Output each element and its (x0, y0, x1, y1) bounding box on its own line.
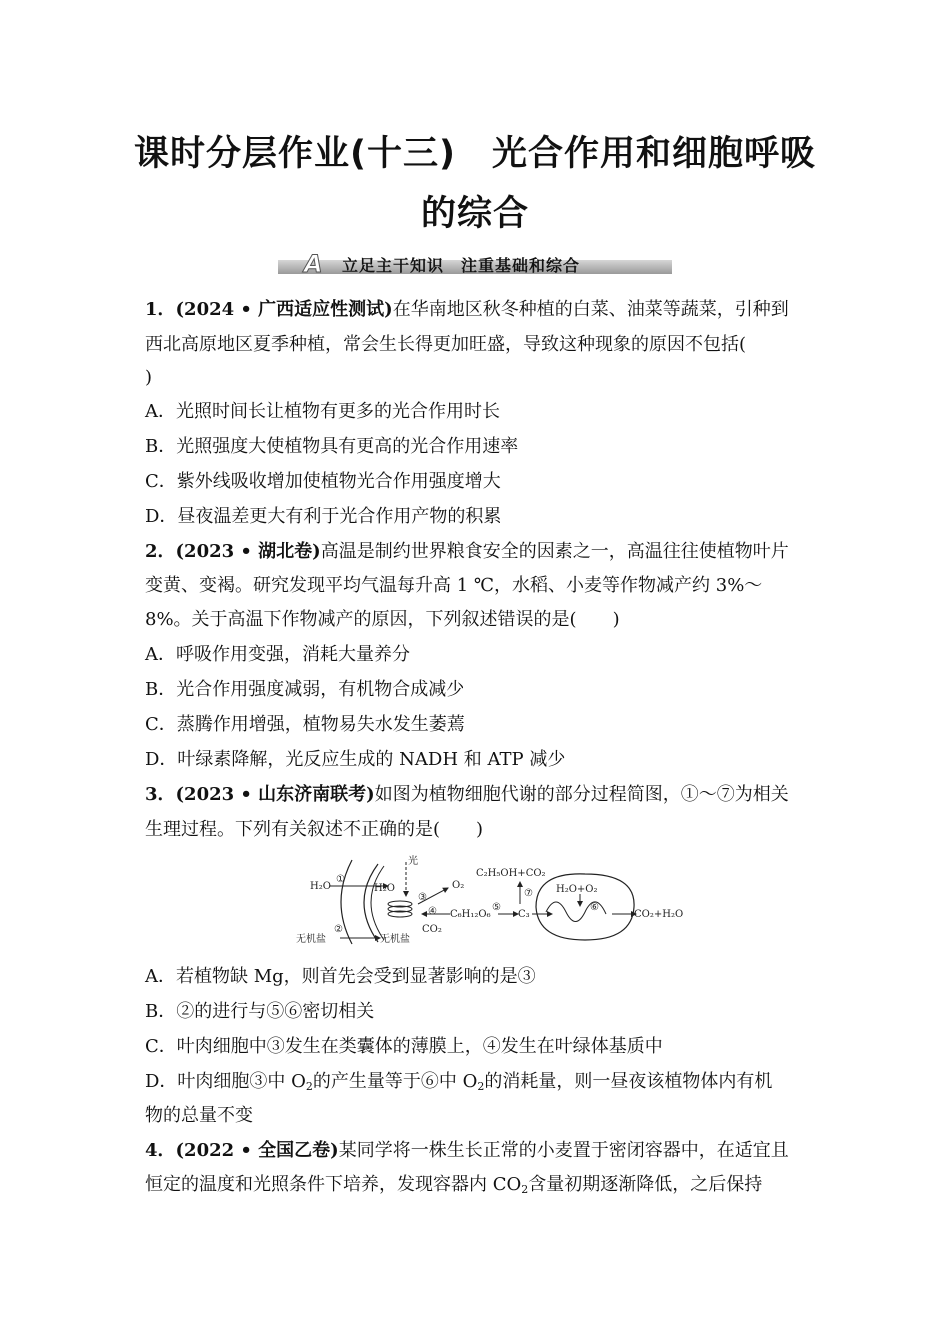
q3-d-pre: D．叶肉细胞③中 O (145, 1071, 306, 1092)
q3-option-b: B．②的进行与⑤⑥密切相关 (145, 1001, 375, 1022)
label-light: 光 (408, 856, 418, 867)
q1-stem-text1: 在华南地区秋冬种植的白菜、油菜等蔬菜，引种到 (392, 299, 789, 320)
label-c5: ⑤ (492, 902, 501, 913)
q2-option-d: D．叶绿素降解，光反应生成的 NADH 和 ATP 减少 (145, 749, 566, 770)
q3-d-post: 的消耗量，则一昼夜该植物体内有机 (484, 1071, 773, 1092)
banner-badge: A (304, 250, 323, 278)
page-title-line1: 课时分层作业(十三) 光合作用和细胞呼吸 (134, 134, 816, 174)
label-o2: O₂ (452, 880, 465, 891)
q2-stem-text1: 高温是制约世界粮食安全的因素之一，高温往往使植物叶片 (320, 541, 789, 562)
label-glucose: C₆H₁₂O₆ (450, 909, 491, 920)
cell-metabolism-diagram (296, 852, 700, 952)
q2-stem-line1 (145, 540, 789, 564)
q3-option-a: A．若植物缺 Mg，则首先会受到显著影响的是③ (145, 966, 536, 987)
q3-option-d-line1 (145, 1070, 772, 1099)
q3-stem-line2: 生理过程。下列有关叙述不正确的是( ) (145, 819, 484, 840)
q1-stem-line3: ) (145, 367, 153, 388)
label-salt-left: 无机盐 (296, 934, 326, 945)
q2-stem-line2: 变黄、变褐。研究发现平均气温每升高 1 ℃，水稻、小麦等作物减产约 3%～ (145, 575, 763, 596)
label-h2o: H₂O (310, 881, 331, 892)
q3-number: 3． (145, 784, 176, 805)
q2-source: (2023 • 湖北卷) (175, 541, 321, 562)
label-product: CO₂+H₂O (634, 909, 684, 920)
label-salt-right: 无机盐 (380, 934, 410, 945)
q1-number: 1． (145, 299, 176, 320)
label-c2: ② (334, 924, 343, 935)
q1-option-c: C．紫外线吸收增加使植物光合作用强度增大 (145, 471, 501, 492)
q4-source: (2022 • 全国乙卷) (175, 1140, 339, 1161)
label-c3: ③ (418, 892, 427, 903)
q3-option-c: C．叶肉细胞中③发生在类囊体的薄膜上，④发生在叶绿体基质中 (145, 1036, 663, 1057)
label-c3-compound: C₃ (518, 909, 530, 920)
q1-option-a: A．光照时间长让植物有更多的光合作用时长 (145, 401, 500, 422)
q4-l2-sub: 2 (521, 1183, 529, 1196)
q4-stem-line2 (145, 1173, 762, 1202)
label-h2o-o2: H₂O+O₂ (556, 884, 598, 895)
q2-stem-line3: 8%。关于高温下作物减产的原因，下列叙述错误的是( ) (145, 609, 620, 630)
q1-option-b: B．光照强度大使植物具有更高的光合作用速率 (145, 436, 519, 457)
q1-option-d: D．昼夜温差更大有利于光合作用产物的积累 (145, 506, 502, 527)
q4-number: 4． (145, 1140, 176, 1161)
q3-source: (2023 • 山东济南联考) (175, 784, 375, 805)
label-co2: CO₂ (422, 924, 442, 935)
q3-d-sub2: 2 (477, 1080, 485, 1093)
label-c4: ④ (428, 906, 437, 917)
chloroplast-inner (371, 866, 384, 940)
q3-option-d-line2: 物的总量不变 (145, 1105, 253, 1126)
q3-d-sub1: 2 (305, 1080, 313, 1093)
section-banner (278, 251, 672, 279)
page-title-line2: 的综合 (420, 194, 529, 234)
banner-text: 立足主干知识 注重基础和综合 (342, 256, 581, 275)
label-ethanol: C₂H₅OH+CO₂ (476, 868, 546, 879)
q1-stem-line2: 西北高原地区夏季种植，常会生长得更加旺盛，导致这种现象的原因不包括( (145, 334, 747, 355)
q2-option-a: A．呼吸作用变强，消耗大量养分 (145, 644, 410, 665)
q4-l2-pre: 恒定的温度和光照条件下培养，发现容器内 CO (145, 1174, 522, 1195)
label-h2o-in: H₂O (374, 883, 395, 894)
q1-source: (2024 • 广西适应性测试) (175, 299, 393, 320)
q2-number: 2． (145, 541, 176, 562)
q3-d-mid: 的产生量等于⑥中 O (312, 1071, 478, 1092)
label-c6: ⑥ (590, 902, 599, 913)
q3-stem-text1: 如图为植物细胞代谢的部分过程简图，①～⑦为相关 (374, 784, 789, 805)
q4-l2-post: 含量初期逐渐降低，之后保持 (528, 1174, 763, 1195)
q4-stem-text1: 某同学将一株生长正常的小麦置于密闭容器中，在适宜且 (338, 1140, 789, 1161)
label-c7: ⑦ (524, 888, 533, 899)
q2-option-c: C．蒸腾作用增强，植物易失水发生萎蔫 (145, 714, 465, 735)
label-c1: ① (336, 874, 345, 885)
q2-option-b: B．光合作用强度减弱，有机物合成减少 (145, 679, 465, 700)
q4-stem-line1 (145, 1139, 789, 1163)
q3-stem-line1 (145, 783, 789, 807)
q1-stem-line1 (145, 298, 789, 322)
